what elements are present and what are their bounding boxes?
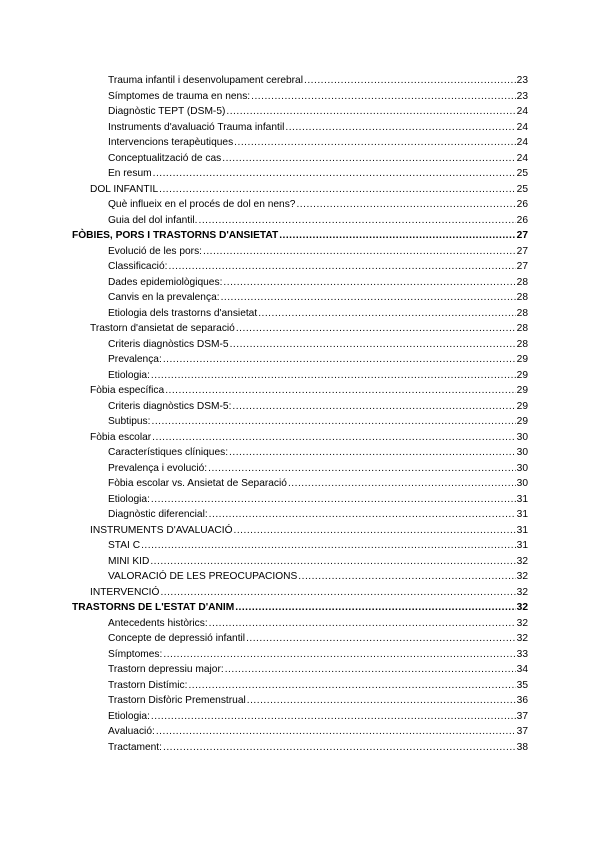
toc-dot-leader — [246, 631, 516, 647]
toc-subsection-entry[interactable] — [0, 120, 600, 136]
toc-dot-leader — [188, 678, 515, 694]
toc-dot-leader — [235, 600, 515, 616]
toc-entry-title[interactable]: Prevalença: — [108, 354, 162, 365]
toc-entry-line — [108, 647, 528, 663]
toc-dot-leader — [221, 290, 516, 306]
toc-subsection-entry[interactable] — [0, 538, 600, 554]
toc-entry-title[interactable]: Diagnòstic TEPT (DSM-5) — [108, 106, 226, 117]
toc-subsection-entry[interactable] — [0, 352, 600, 368]
toc-page-number[interactable]: 24 — [516, 152, 528, 164]
toc-subsection-entry[interactable] — [0, 693, 600, 709]
toc-dot-leader — [234, 523, 516, 539]
toc-dot-leader — [203, 244, 516, 260]
toc-page-number[interactable]: 24 — [516, 106, 528, 117]
toc-dot-leader — [226, 104, 515, 120]
toc-subsection-entry[interactable] — [0, 554, 600, 570]
toc-entry-title[interactable]: Símptomes de trauma en nens: — [108, 90, 251, 102]
toc-page-number[interactable]: 34 — [516, 664, 528, 675]
toc-entry-line — [108, 569, 528, 585]
toc-subsection-entry[interactable] — [0, 290, 600, 306]
toc-dot-leader — [232, 399, 515, 415]
toc-entry-title[interactable]: Tractament: — [108, 741, 162, 753]
toc-entry-line — [108, 352, 528, 368]
toc-entry-title[interactable]: DOL INFANTIL — [90, 183, 159, 195]
toc-dot-leader — [296, 197, 515, 213]
toc-dot-leader — [160, 585, 515, 601]
toc-entry-line — [108, 213, 528, 229]
toc-section-entry[interactable] — [0, 321, 600, 337]
toc-entry-line — [108, 290, 528, 306]
toc-subsection-entry[interactable] — [0, 678, 600, 694]
toc-page-number[interactable]: 35 — [516, 679, 528, 691]
toc-entry-title[interactable]: En resum — [108, 168, 152, 179]
toc-entry-title[interactable]: Criteris diagnòstics DSM-5 — [108, 338, 229, 350]
toc-entry-line — [108, 244, 528, 260]
toc-page-number[interactable]: 28 — [516, 292, 528, 303]
toc-subsection-entry[interactable] — [0, 631, 600, 647]
toc-entry-title[interactable]: Prevalença i evolució: — [108, 462, 208, 474]
toc-entry-line — [90, 585, 528, 601]
toc-dot-leader — [209, 616, 516, 632]
toc-dot-leader — [251, 89, 516, 105]
toc-dot-leader — [225, 662, 516, 678]
toc-entry-title[interactable]: Característiques clíniques: — [108, 447, 229, 458]
toc-dot-leader — [234, 135, 515, 151]
toc-subsection-entry[interactable] — [0, 275, 600, 291]
toc-entry-line — [108, 275, 528, 291]
toc-subsection-entry[interactable] — [0, 616, 600, 632]
toc-page-number[interactable]: 31 — [516, 493, 528, 505]
toc-entry-title[interactable]: Avaluació: — [108, 726, 155, 737]
toc-dot-leader — [141, 538, 516, 554]
toc-subsection-entry[interactable] — [0, 647, 600, 663]
toc-entry-line — [108, 197, 528, 213]
toc-dot-leader — [247, 693, 516, 709]
toc-subsection-entry[interactable] — [0, 104, 600, 120]
toc-page-number[interactable]: 38 — [516, 741, 528, 753]
toc-entry-title[interactable]: Trastorn Disfòric Premenstrual — [108, 695, 246, 706]
toc-entry-line — [108, 89, 528, 105]
toc-entry-line — [108, 259, 528, 275]
toc-page-number[interactable]: 28 — [516, 323, 528, 334]
toc-subsection-entry[interactable] — [0, 73, 600, 89]
toc-entry-line — [108, 120, 528, 136]
toc-subsection-entry[interactable] — [0, 213, 600, 229]
toc-page-number[interactable]: 30 — [516, 431, 528, 443]
toc-entry-title[interactable]: INTERVENCIÓ — [90, 586, 160, 598]
toc-entry-line — [90, 523, 528, 539]
toc-dot-leader — [165, 383, 515, 399]
toc-entry-line — [90, 321, 528, 337]
toc-section-entry[interactable] — [0, 430, 600, 446]
toc-dot-leader — [151, 709, 516, 725]
toc-dot-leader — [298, 569, 515, 585]
toc-entry-line — [90, 383, 528, 399]
toc-entry-title[interactable]: Etiologia: — [108, 710, 150, 722]
toc-page-number[interactable]: 26 — [516, 214, 528, 226]
toc-entry-title[interactable]: Antecedents històrics: — [108, 617, 208, 629]
toc-dot-leader — [304, 73, 516, 89]
toc-subsection-entry[interactable] — [0, 244, 600, 260]
toc-entry-line — [108, 337, 528, 353]
toc-dot-leader — [285, 120, 515, 136]
toc-page-number[interactable]: 29 — [516, 416, 528, 427]
toc-entry-line — [72, 228, 528, 244]
toc-dot-leader — [150, 554, 515, 570]
toc-entry-line — [108, 662, 528, 678]
toc-entry-title[interactable]: Trastorn d'ansietat de separació — [90, 323, 235, 334]
toc-dot-leader — [230, 337, 516, 353]
toc-page-number[interactable]: 26 — [516, 199, 528, 210]
toc-entry-line — [108, 631, 528, 647]
toc-page-number[interactable]: 32 — [516, 586, 528, 598]
toc-entry-line — [108, 492, 528, 508]
toc-dot-leader — [151, 368, 516, 384]
toc-entry-line — [108, 724, 528, 740]
toc-dot-leader — [159, 182, 516, 198]
toc-entry-line — [108, 740, 528, 756]
toc-entry-title[interactable]: Què influeix en el procés de dol en nens? — [108, 199, 296, 210]
toc-subsection-entry[interactable] — [0, 151, 600, 167]
toc-entry-title[interactable]: Fòbia específica — [90, 385, 165, 396]
toc-entry-title[interactable]: TRASTORNS DE L'ESTAT D'ANIM — [72, 602, 235, 613]
toc-entry-line — [108, 414, 528, 430]
toc-chapter-entry[interactable] — [0, 228, 600, 244]
toc-subsection-entry[interactable] — [0, 569, 600, 585]
toc-subsection-entry[interactable] — [0, 709, 600, 725]
toc-entry-line — [108, 507, 528, 523]
toc-page-number[interactable]: 28 — [516, 276, 528, 288]
toc-subsection-entry[interactable] — [0, 724, 600, 740]
toc-page-number[interactable]: 36 — [516, 695, 528, 706]
toc-entry-title[interactable]: Intervencions terapèutiques — [108, 137, 234, 148]
toc-dot-leader — [156, 724, 516, 740]
toc-entry-title[interactable]: Etiologia: — [108, 369, 150, 381]
toc-dot-leader — [229, 445, 516, 461]
toc-page-number[interactable]: 31 — [516, 509, 528, 520]
toc-dot-leader — [163, 647, 515, 663]
toc-entry-line — [108, 678, 528, 694]
toc-entry-line — [108, 476, 528, 492]
toc-page-number[interactable]: 37 — [516, 710, 528, 722]
toc-subsection-entry[interactable] — [0, 135, 600, 151]
toc-dot-leader — [168, 259, 515, 275]
toc-entry-line — [108, 104, 528, 120]
toc-dot-leader — [279, 228, 515, 244]
toc-subsection-entry[interactable] — [0, 445, 600, 461]
toc-subsection-entry[interactable] — [0, 166, 600, 182]
toc-dot-leader — [222, 151, 515, 167]
toc-page-number[interactable]: 33 — [516, 648, 528, 660]
toc-page-number[interactable]: 30 — [516, 447, 528, 458]
toc-dot-leader — [258, 306, 515, 322]
toc-entry-title[interactable]: Dades epidemiològiques: — [108, 276, 223, 288]
toc-page-number[interactable]: 29 — [516, 354, 528, 365]
toc-section-entry[interactable] — [0, 585, 600, 601]
toc-page-number[interactable]: 32 — [516, 602, 528, 613]
toc-entry-title[interactable]: Fòbia escolar — [90, 431, 152, 443]
toc-entry-title[interactable]: Evolució de les pors: — [108, 245, 203, 257]
toc-entry-title[interactable]: Conceptualització de cas — [108, 152, 222, 164]
toc-entry-title[interactable]: Trastorn Distímic: — [108, 679, 188, 691]
toc-page-number[interactable]: 29 — [516, 369, 528, 381]
toc-entry-line — [90, 430, 528, 446]
toc-section-entry[interactable] — [0, 383, 600, 399]
toc-entry-line — [108, 399, 528, 415]
toc-dot-leader — [152, 430, 516, 446]
toc-page-number[interactable]: 37 — [516, 726, 528, 737]
toc-dot-leader — [163, 740, 516, 756]
toc-entry-title[interactable]: Etiologia dels trastorns d'ansietat — [108, 307, 258, 319]
toc-page-number[interactable]: 27 — [516, 261, 528, 272]
toc-entry-title[interactable]: STAI C — [108, 540, 141, 551]
toc-entry-line — [108, 73, 528, 89]
toc-page-number[interactable]: 32 — [516, 617, 528, 629]
toc-dot-leader — [209, 507, 516, 523]
toc-dot-leader — [223, 275, 515, 291]
toc-entry-line — [108, 538, 528, 554]
toc-entry-line — [108, 135, 528, 151]
toc-entry-title[interactable]: Etiologia: — [108, 493, 150, 505]
toc-entry-title[interactable]: FÒBIES, PORS I TRASTORNS D'ANSIETAT — [72, 230, 279, 241]
toc-section-entry[interactable] — [0, 182, 600, 198]
toc-section-entry[interactable] — [0, 523, 600, 539]
toc-entry-line — [90, 182, 528, 198]
toc-page-number[interactable]: 23 — [516, 90, 528, 102]
toc-page-number[interactable]: 31 — [516, 540, 528, 551]
toc-entry-line — [108, 151, 528, 167]
toc-subsection-entry[interactable] — [0, 461, 600, 477]
toc-subsection-entry[interactable] — [0, 740, 600, 756]
table-of-contents — [0, 73, 600, 755]
toc-subsection-entry[interactable] — [0, 89, 600, 105]
toc-dot-leader — [208, 461, 516, 477]
toc-entry-line — [108, 693, 528, 709]
toc-entry-title[interactable]: Instruments d'avaluació Trauma infantil — [108, 121, 285, 133]
toc-page-number[interactable]: 24 — [516, 137, 528, 148]
toc-entry-line — [72, 600, 528, 616]
toc-dot-leader — [288, 476, 516, 492]
toc-page-number[interactable]: 31 — [516, 524, 528, 536]
toc-page-number[interactable]: 25 — [516, 168, 528, 179]
toc-subsection-entry[interactable] — [0, 476, 600, 492]
toc-page-number[interactable]: 28 — [516, 307, 528, 319]
toc-entry-title[interactable]: INSTRUMENTS D'AVALUACIÓ — [90, 524, 233, 536]
toc-entry-title[interactable]: VALORACIÓ DE LES PREOCUPACIONS — [108, 571, 298, 582]
toc-entry-title[interactable]: MINI KID — [108, 555, 150, 567]
toc-page-number[interactable]: 27 — [516, 245, 528, 257]
toc-entry-line — [108, 709, 528, 725]
toc-subsection-entry[interactable] — [0, 492, 600, 508]
toc-subsection-entry[interactable] — [0, 662, 600, 678]
toc-dot-leader — [151, 492, 516, 508]
toc-dot-leader — [163, 352, 516, 368]
toc-page-number[interactable]: 25 — [516, 183, 528, 195]
toc-entry-title[interactable]: Guia del dol infantil. — [108, 214, 198, 226]
toc-entry-title[interactable]: Trastorn depressiu major: — [108, 664, 224, 675]
toc-page-number[interactable]: 27 — [516, 230, 528, 241]
toc-page-number[interactable]: 30 — [516, 462, 528, 474]
toc-subsection-entry[interactable] — [0, 197, 600, 213]
toc-page-number[interactable]: 32 — [516, 555, 528, 567]
toc-page-number[interactable]: 30 — [516, 478, 528, 489]
toc-entry-title[interactable]: Subtipus: — [108, 416, 151, 427]
toc-page-number[interactable]: 32 — [516, 633, 528, 644]
toc-entry-title[interactable]: Trauma infantil i desenvolupament cerebral — [108, 75, 303, 86]
toc-entry-title[interactable]: Diagnòstic diferencial: — [108, 509, 208, 520]
toc-page-number[interactable]: 23 — [516, 75, 528, 86]
toc-entry-line — [108, 306, 528, 322]
toc-entry-line — [108, 616, 528, 632]
toc-dot-leader — [151, 414, 515, 430]
toc-page-number[interactable]: 29 — [516, 400, 528, 412]
toc-page-number[interactable]: 28 — [516, 338, 528, 350]
toc-subsection-entry[interactable] — [0, 337, 600, 353]
toc-entry-title[interactable]: Criteris diagnòstics DSM-5: — [108, 400, 232, 412]
toc-subsection-entry[interactable] — [0, 259, 600, 275]
toc-subsection-entry[interactable] — [0, 414, 600, 430]
toc-page-number[interactable]: 32 — [516, 571, 528, 582]
toc-subsection-entry[interactable] — [0, 368, 600, 384]
toc-subsection-entry[interactable] — [0, 399, 600, 415]
toc-entry-line — [108, 554, 528, 570]
toc-entry-line — [108, 445, 528, 461]
toc-entry-line — [108, 461, 528, 477]
toc-entry-title[interactable]: Símptomes: — [108, 648, 163, 660]
toc-entry-title[interactable]: Concepte de depressió infantil — [108, 633, 246, 644]
toc-dot-leader — [198, 213, 515, 229]
toc-page-number[interactable]: 29 — [516, 385, 528, 396]
toc-dot-leader — [153, 166, 516, 182]
toc-entry-title[interactable]: Canvis en la prevalença: — [108, 292, 220, 303]
toc-dot-leader — [236, 321, 516, 337]
toc-subsection-entry[interactable] — [0, 306, 600, 322]
toc-entry-line — [108, 166, 528, 182]
toc-entry-title[interactable]: Fòbia escolar vs. Ansietat de Separació — [108, 478, 287, 489]
toc-entry-line — [108, 368, 528, 384]
toc-entry-title[interactable]: Classificació: — [108, 261, 168, 272]
toc-page-number[interactable]: 24 — [516, 121, 528, 133]
toc-chapter-entry[interactable] — [0, 600, 600, 616]
toc-subsection-entry[interactable] — [0, 507, 600, 523]
